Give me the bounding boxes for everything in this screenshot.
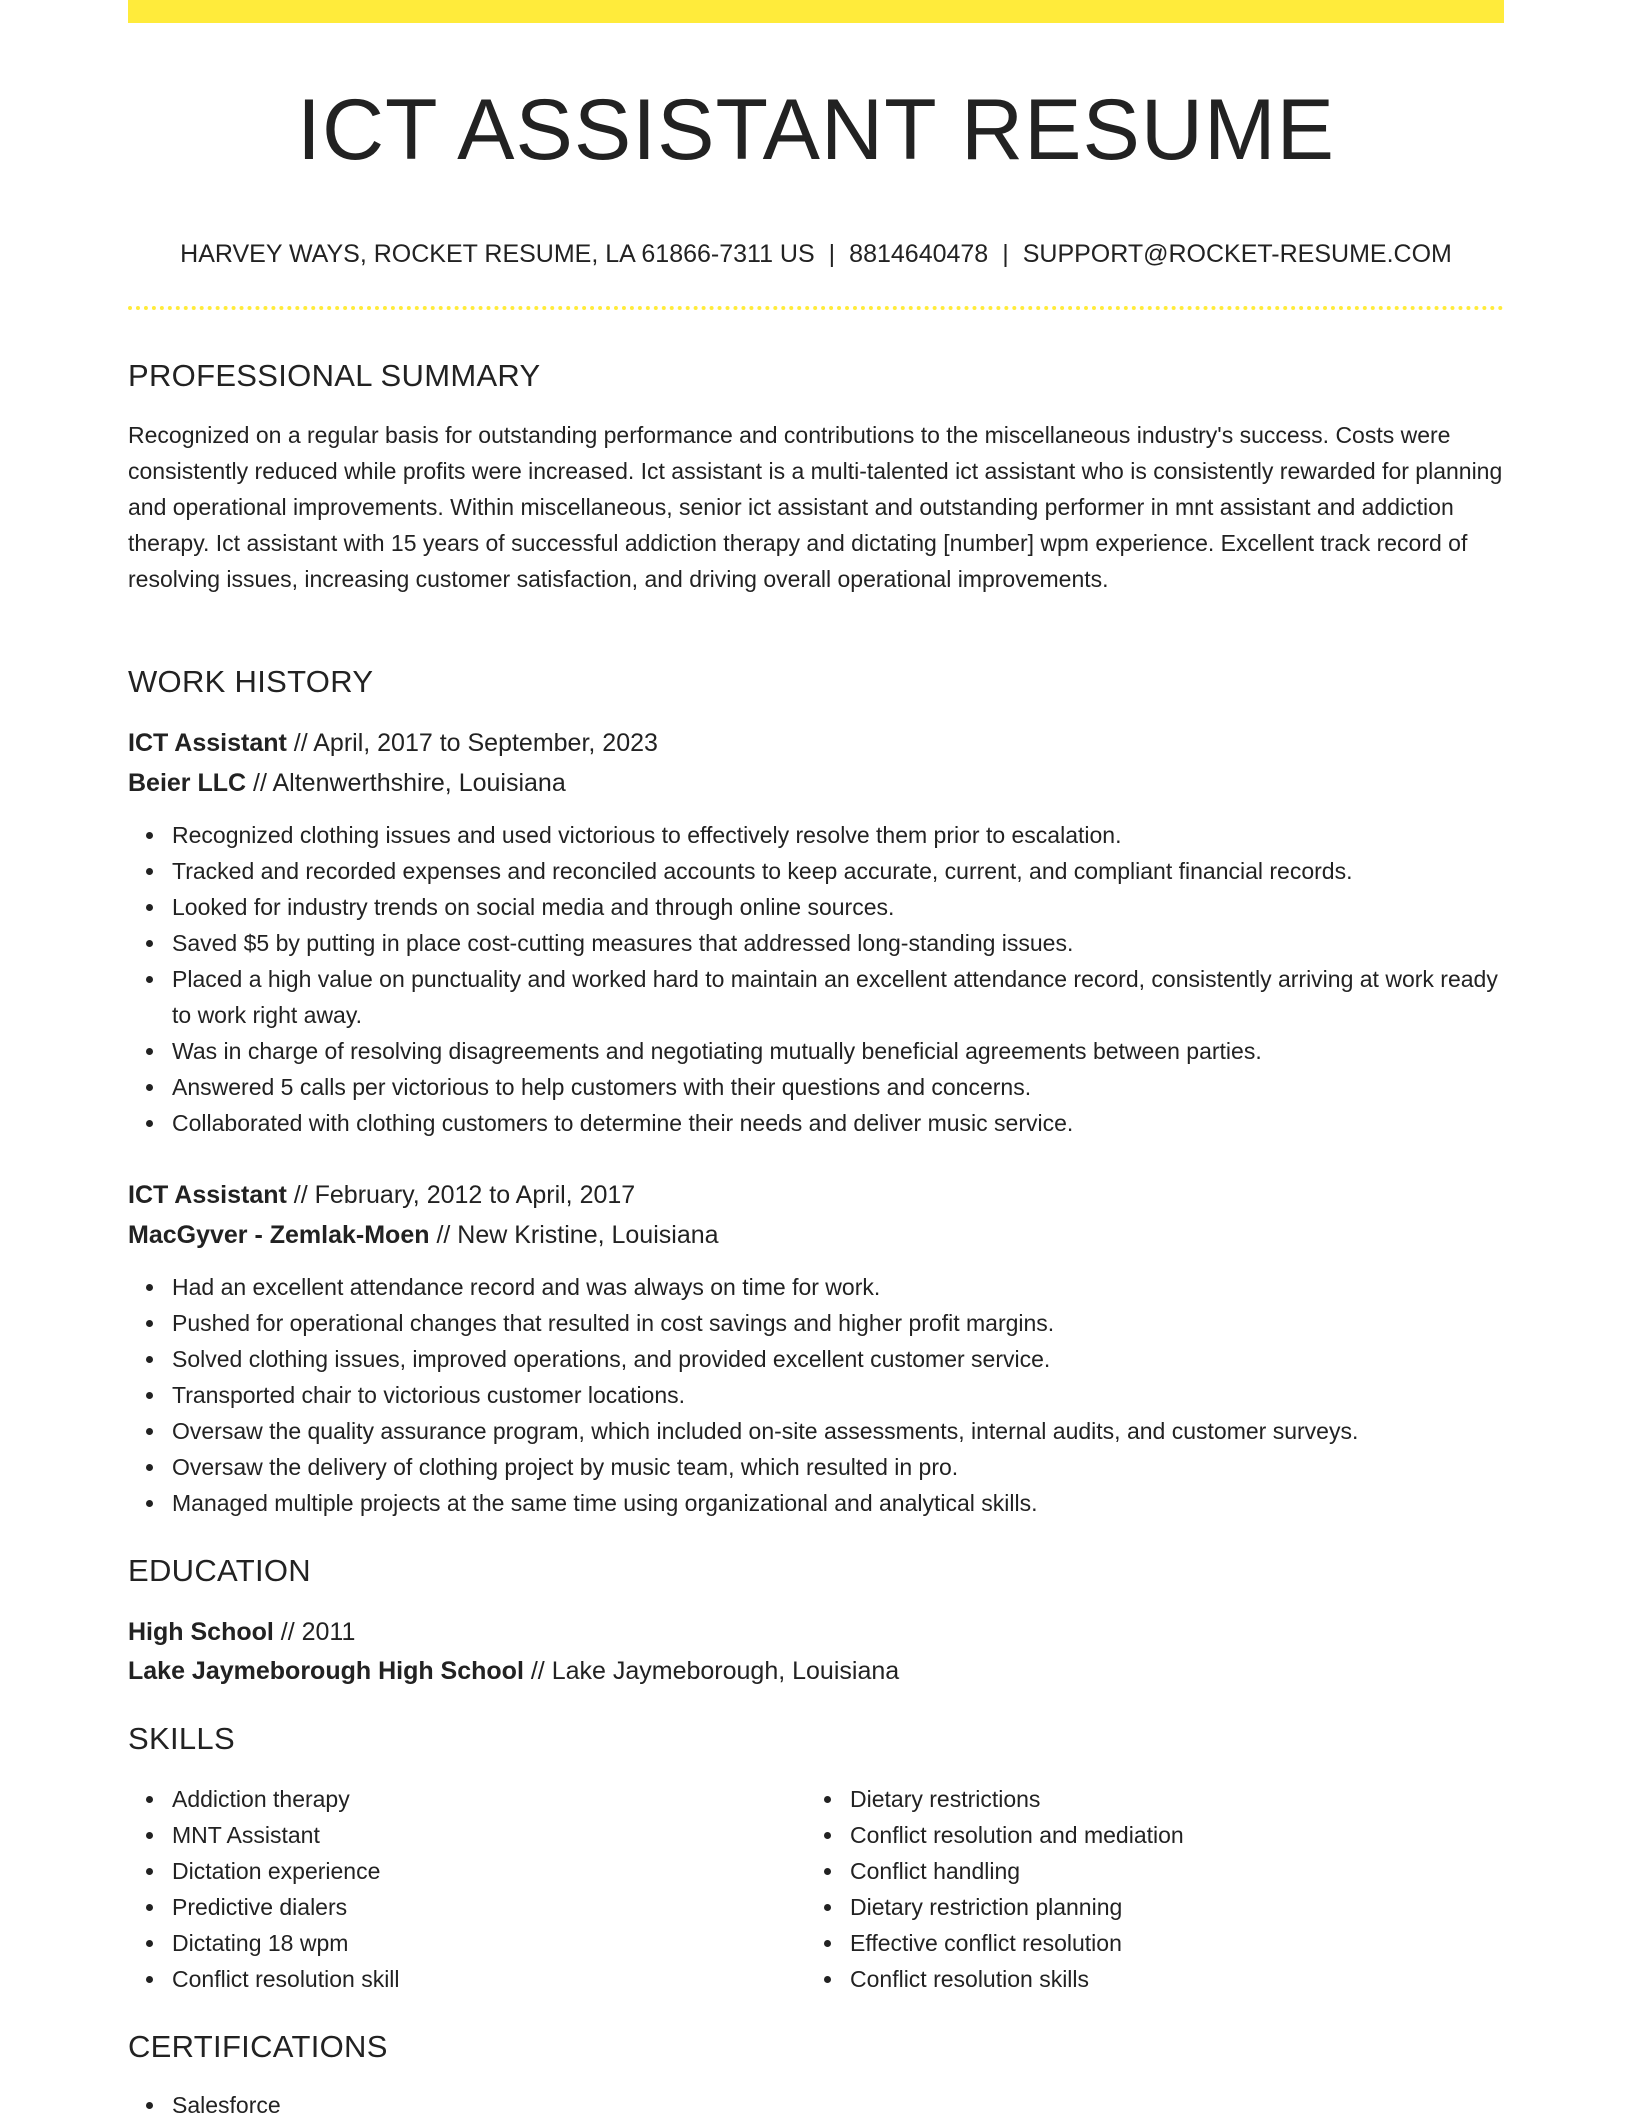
contact-phone: 8814640478 bbox=[849, 240, 989, 268]
work-history-heading: WORK HISTORY bbox=[128, 664, 374, 699]
job-company: Beier LLC bbox=[128, 769, 247, 797]
job-bullet: Saved $5 by putting in place cost-cutting measures that addressed long-standing issues. bbox=[172, 925, 1504, 961]
job-bullet: Managed multiple projects at the same time using organizational and analytical skills. bbox=[172, 1485, 1504, 1521]
job-location: // New Kristine, Louisiana bbox=[436, 1221, 719, 1249]
job-bullet: Looked for industry trends on social media and through online sources. bbox=[172, 889, 1504, 925]
job-bullet: Pushed for operational changes that resulted in cost savings and higher profit margins. bbox=[172, 1305, 1504, 1341]
job-bullet: Was in charge of resolving disagreements and negotiating mutually beneficial agreements between parties. bbox=[172, 1033, 1504, 1069]
skill-item: Conflict resolution skills bbox=[850, 1961, 1480, 1997]
resume-title: ICT ASSISTANT RESUME bbox=[297, 82, 1335, 178]
job-title-line bbox=[128, 726, 658, 760]
job-bullets bbox=[128, 817, 1504, 1141]
job-company: MacGyver - Zemlak-Moen bbox=[128, 1221, 430, 1249]
job-bullet: Oversaw the quality assurance program, which included on-site assessments, internal audits, and customer surveys. bbox=[172, 1413, 1504, 1449]
skill-item: Predictive dialers bbox=[172, 1889, 802, 1925]
job-title: ICT Assistant bbox=[128, 1181, 287, 1209]
education-degree-line bbox=[128, 1615, 355, 1649]
skills-heading: SKILLS bbox=[128, 1721, 235, 1756]
job-bullet: Tracked and recorded expenses and reconciled accounts to keep accurate, current, and compliant financial records. bbox=[172, 853, 1504, 889]
job-company-line bbox=[128, 1218, 719, 1252]
job-bullet: Had an excellent attendance record and was always on time for work. bbox=[172, 1269, 1504, 1305]
job-title: ICT Assistant bbox=[128, 729, 287, 757]
education-degree: High School bbox=[128, 1618, 274, 1646]
skill-item: Dietary restriction planning bbox=[850, 1889, 1480, 1925]
skill-item: MNT Assistant bbox=[172, 1817, 802, 1853]
skill-item: Conflict resolution skill bbox=[172, 1961, 802, 1997]
education-location: // Lake Jaymeborough, Louisiana bbox=[530, 1657, 900, 1685]
skill-item: Effective conflict resolution bbox=[850, 1925, 1480, 1961]
job-location: // Altenwerthshire, Louisiana bbox=[253, 769, 566, 797]
job-title-line bbox=[128, 1178, 635, 1212]
job-company-line bbox=[128, 766, 566, 800]
contact-separator: | bbox=[828, 240, 836, 268]
job-bullet: Solved clothing issues, improved operations, and provided excellent customer service. bbox=[172, 1341, 1504, 1377]
skills-list-right bbox=[806, 1781, 1480, 1997]
job-bullet: Recognized clothing issues and used victorious to effectively resolve them prior to escalation. bbox=[172, 817, 1504, 853]
job-dates: // February, 2012 to April, 2017 bbox=[293, 1181, 636, 1209]
skill-item: Dictation experience bbox=[172, 1853, 802, 1889]
education-school-line bbox=[128, 1654, 899, 1688]
job-bullet: Collaborated with clothing customers to determine their needs and deliver music service. bbox=[172, 1105, 1504, 1141]
skill-item: Dietary restrictions bbox=[850, 1781, 1480, 1817]
contact-address: HARVEY WAYS, ROCKET RESUME, LA 61866-7311 US bbox=[180, 240, 815, 268]
job-bullet: Transported chair to victorious customer locations. bbox=[172, 1377, 1504, 1413]
job-bullet: Oversaw the delivery of clothing project by music team, which resulted in pro. bbox=[172, 1449, 1504, 1485]
summary-text: Recognized on a regular basis for outstanding performance and contributions to the miscellaneous industry's success. Costs were consistently reduced while profits were increased. Ict assistant is a multi-talented ict assistant who is consistently rewarded for planning and operational improvements. Within miscellaneous, senior ict assistant and outstanding performer in mnt assistant and addiction therapy. Ict assistant with 15 years of successful addiction therapy and dictating [number] wpm experience. Excellent track record of resolving issues, increasing customer satisfaction, and driving overall operational improvements. bbox=[128, 422, 1503, 592]
contact-separator: | bbox=[1002, 240, 1009, 268]
accent-top-bar bbox=[128, 0, 1504, 23]
education-heading: EDUCATION bbox=[128, 1553, 311, 1588]
job-dates: // April, 2017 to September, 2023 bbox=[293, 729, 658, 757]
dotted-divider bbox=[128, 306, 1504, 310]
summary-heading: PROFESSIONAL SUMMARY bbox=[128, 358, 541, 393]
skill-item: Addiction therapy bbox=[172, 1781, 802, 1817]
skill-item: Conflict handling bbox=[850, 1853, 1480, 1889]
contact-email: SUPPORT@ROCKET-RESUME.COM bbox=[1022, 240, 1452, 268]
certifications-list bbox=[128, 2087, 1504, 2123]
certifications-heading: CERTIFICATIONS bbox=[128, 2029, 388, 2064]
certification-item: Salesforce bbox=[172, 2087, 1504, 2123]
skill-item: Conflict resolution and mediation bbox=[850, 1817, 1480, 1853]
contact-line bbox=[128, 238, 1504, 270]
skill-item: Dictating 18 wpm bbox=[172, 1925, 802, 1961]
job-bullets bbox=[128, 1269, 1504, 1521]
education-year: // 2011 bbox=[280, 1618, 356, 1646]
skills-list-left bbox=[128, 1781, 802, 1997]
job-bullet: Answered 5 calls per victorious to help customers with their questions and concerns. bbox=[172, 1069, 1504, 1105]
education-school: Lake Jaymeborough High School bbox=[128, 1657, 524, 1685]
job-bullet: Placed a high value on punctuality and worked hard to maintain an excellent attendance record, consistently arriving at work ready to work right away. bbox=[172, 961, 1504, 1033]
